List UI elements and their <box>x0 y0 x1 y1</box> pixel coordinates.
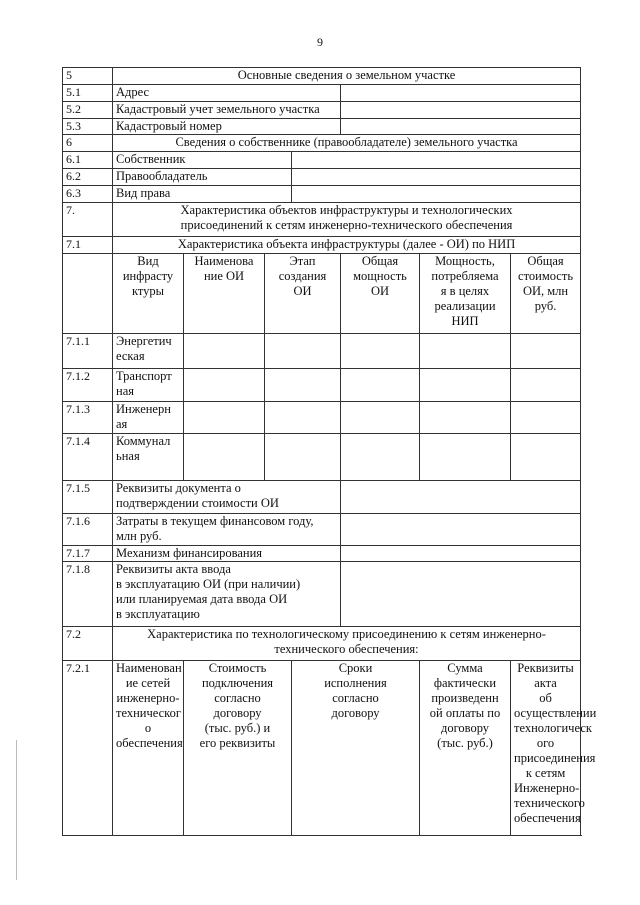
header-line: его реквизиты <box>199 736 276 750</box>
row-5 <box>63 68 581 85</box>
col-header-connection-cost <box>184 661 292 836</box>
col-header-network-name <box>113 661 184 836</box>
section-title: Основные сведения о земельном участке <box>113 68 581 85</box>
header-line: ие сетей <box>125 676 171 690</box>
page-number: 9 <box>317 35 323 49</box>
label-line: в эксплуатацию <box>116 607 200 621</box>
section-title <box>113 203 581 237</box>
row-7-1 <box>63 237 581 254</box>
header-line: договору <box>213 706 262 720</box>
header-line: Общая <box>527 254 564 268</box>
section-title-line: Характеристика по технологическому присоединению к сетям инженерно- <box>147 627 546 641</box>
label-line: ная <box>116 384 134 398</box>
header-line: Вид <box>137 254 159 268</box>
header-line: фактически <box>433 676 497 690</box>
value-cell[interactable] <box>341 402 420 434</box>
row-num: 6.2 <box>63 169 113 186</box>
value-cell[interactable] <box>341 514 581 546</box>
row-5-1 <box>63 85 581 102</box>
row-5-3 <box>63 119 581 135</box>
row-num: 7.1.2 <box>63 369 113 402</box>
row-7-1-6 <box>63 514 581 546</box>
label-line: ая <box>116 417 128 431</box>
label-line: ьная <box>116 449 140 463</box>
row-label <box>113 562 341 627</box>
value-cell[interactable] <box>341 334 420 369</box>
value-cell[interactable] <box>511 334 581 369</box>
col-header-total-cost <box>511 254 581 334</box>
header-line: Наименован <box>116 661 182 675</box>
row-7-1-5 <box>63 481 581 514</box>
row-num: 5 <box>63 68 113 85</box>
col-header-stage <box>265 254 341 334</box>
col-header-oi-name <box>184 254 265 334</box>
header-line: исполнения <box>324 676 387 690</box>
label-line: Транспорт <box>116 369 172 383</box>
row-6-2 <box>63 169 581 186</box>
row-num: 7.2 <box>63 627 113 661</box>
value-cell[interactable] <box>184 402 265 434</box>
empty-num-cell <box>63 254 113 334</box>
row-label: Собственник <box>113 152 292 169</box>
value-cell[interactable] <box>420 434 511 481</box>
row-7-1-7 <box>63 546 581 562</box>
value-cell[interactable] <box>420 369 511 402</box>
infra-type-label <box>113 334 184 369</box>
header-line: создания <box>278 269 327 283</box>
row-num: 6.3 <box>63 186 113 203</box>
col-header-total-capacity <box>341 254 420 334</box>
value-cell[interactable] <box>292 186 581 203</box>
row-label: Кадастровый учет земельного участка <box>113 102 341 119</box>
value-cell[interactable] <box>341 562 581 627</box>
col-header-connection-act <box>511 661 597 836</box>
header-line: ние ОИ <box>203 269 245 283</box>
row-num: 7.1.5 <box>63 481 113 514</box>
value-cell[interactable] <box>341 481 581 514</box>
header-line: потребляема <box>431 269 499 283</box>
header-line: обеспечения <box>116 736 183 750</box>
value-cell[interactable] <box>341 434 420 481</box>
row-7-2-1 <box>63 661 581 836</box>
value-cell[interactable] <box>341 546 581 562</box>
infra-type-label <box>113 434 184 481</box>
header-line: технологическ <box>514 721 592 735</box>
value-cell[interactable] <box>265 369 341 402</box>
value-cell[interactable] <box>511 434 581 481</box>
row-num: 7.1.7 <box>63 546 113 562</box>
header-line: руб. <box>534 299 557 313</box>
row-num: 5.1 <box>63 85 113 102</box>
row-label <box>113 481 341 514</box>
header-line: инженерно- <box>116 691 180 705</box>
header-line: подключения <box>201 676 274 690</box>
header-line: НИП <box>451 314 479 328</box>
row-label: Вид права <box>113 186 292 203</box>
row-num: 7.1.3 <box>63 402 113 434</box>
value-cell[interactable] <box>341 119 581 135</box>
label-line: или планируемая дата ввода ОИ <box>116 592 288 606</box>
value-cell[interactable] <box>420 334 511 369</box>
header-line: Инженерно- <box>514 781 580 795</box>
header-line: ктуры <box>131 284 165 298</box>
section-title <box>113 627 581 661</box>
row-7-1-3 <box>63 402 581 434</box>
section-title: Сведения о собственнике (правообладателе) земельного участка <box>113 135 581 152</box>
label-line: еская <box>116 349 145 363</box>
label-line: Коммунал <box>116 434 171 448</box>
header-line: Сумма <box>447 661 483 675</box>
section-title: Характеристика объекта инфраструктуры (далее - ОИ) по НИП <box>113 237 581 254</box>
col-header-deadlines <box>292 661 420 836</box>
header-line: инфрасту <box>122 269 174 283</box>
header-line: Общая <box>361 254 399 268</box>
header-line: договору <box>331 706 380 720</box>
header-line: обеспечения <box>514 811 581 825</box>
row-6 <box>63 135 581 152</box>
header-line: к сетям <box>525 766 566 780</box>
row-label: Правообладатель <box>113 169 292 186</box>
value-cell[interactable] <box>265 434 341 481</box>
header-line: мощность <box>353 269 407 283</box>
header-line: присоединения <box>514 751 596 765</box>
value-cell[interactable] <box>292 169 581 186</box>
header-line: Реквизиты акта <box>517 661 574 690</box>
header-line: ого <box>536 736 555 750</box>
section-title-line: технического обеспечения: <box>274 642 419 656</box>
row-num: 6 <box>63 135 113 152</box>
header-line: произведенн <box>431 691 499 705</box>
label-line: Реквизиты документа о <box>116 481 241 495</box>
oi-header-row <box>63 254 581 334</box>
row-label: Кадастровый номер <box>113 119 341 135</box>
value-cell[interactable] <box>341 85 581 102</box>
row-7-1-2 <box>63 369 581 402</box>
row-7-1-4 <box>63 434 581 481</box>
header-line: ОИ <box>370 284 390 298</box>
value-cell[interactable] <box>292 152 581 169</box>
header-line: ой оплаты по <box>429 706 501 720</box>
header-line: я в целях <box>440 284 490 298</box>
scan-margin-mark <box>16 740 17 880</box>
row-label: Адрес <box>113 85 341 102</box>
row-6-3 <box>63 186 581 203</box>
col-header-paid-amount <box>420 661 511 836</box>
row-7-2 <box>63 627 581 661</box>
label-line: Затраты в текущем финансовом году, <box>116 514 314 528</box>
row-num: 7.1.4 <box>63 434 113 481</box>
row-label <box>113 514 341 546</box>
header-line: согласно <box>332 691 379 705</box>
value-cell[interactable] <box>184 369 265 402</box>
value-cell[interactable] <box>184 434 265 481</box>
row-7-1-8 <box>63 562 581 627</box>
value-cell[interactable] <box>511 402 581 434</box>
infra-type-label <box>113 402 184 434</box>
row-7 <box>63 203 581 237</box>
value-cell[interactable] <box>511 369 581 402</box>
header-line: ОИ, млн <box>522 284 569 298</box>
infra-type-label <box>113 369 184 402</box>
section-title-line: присоединений к сетям инженерно-технического обеспечения <box>180 218 513 232</box>
label-line: подтверждении стоимости ОИ <box>116 496 279 510</box>
value-cell[interactable] <box>265 334 341 369</box>
value-cell[interactable] <box>184 334 265 369</box>
row-5-2 <box>63 102 581 119</box>
header-line: Стоимость <box>208 661 267 675</box>
label-line: в эксплуатацию ОИ (при наличии) <box>116 577 301 591</box>
row-num: 7.1.1 <box>63 334 113 369</box>
value-cell[interactable] <box>265 402 341 434</box>
row-num: 7.2.1 <box>63 661 113 836</box>
header-line: техническог <box>116 706 181 720</box>
header-line: (тыс. руб.) <box>437 736 493 750</box>
header-line: осуществлении <box>514 706 597 720</box>
header-line: (тыс. руб.) и <box>204 721 271 735</box>
row-num: 6.1 <box>63 152 113 169</box>
header-line: Мощность, <box>435 254 495 268</box>
label-line: млн руб. <box>116 529 162 543</box>
header-line: технического <box>514 796 585 810</box>
header-line: Этап <box>289 254 316 268</box>
header-line: реализации <box>434 299 496 313</box>
value-cell[interactable] <box>341 102 581 119</box>
header-line: о <box>144 721 152 735</box>
row-num: 5.2 <box>63 102 113 119</box>
form-table <box>62 67 597 836</box>
row-num: 7. <box>63 203 113 237</box>
section-title-line: Характеристика объектов инфраструктуры и технологических <box>180 203 513 217</box>
row-7-1-1 <box>63 334 581 369</box>
header-line: согласно <box>214 691 261 705</box>
header-line: Наименова <box>194 254 254 268</box>
col-header-infra-type <box>113 254 184 334</box>
label-line: Энергетич <box>116 334 172 348</box>
row-6-1 <box>63 152 581 169</box>
col-header-capacity-nip <box>420 254 511 334</box>
row-num: 5.3 <box>63 119 113 135</box>
row-num: 7.1.8 <box>63 562 113 627</box>
header-line: об <box>539 691 552 705</box>
value-cell[interactable] <box>341 369 420 402</box>
row-num: 7.1.6 <box>63 514 113 546</box>
row-num: 7.1 <box>63 237 113 254</box>
header-line: договору <box>440 721 490 735</box>
label-line: Инженерн <box>116 402 171 416</box>
header-line: Сроки <box>338 661 373 675</box>
header-line: стоимость <box>518 269 574 283</box>
value-cell[interactable] <box>420 402 511 434</box>
label-line: Реквизиты акта ввода <box>116 562 231 576</box>
row-label: Механизм финансирования <box>113 546 341 562</box>
header-line: ОИ <box>293 284 312 298</box>
